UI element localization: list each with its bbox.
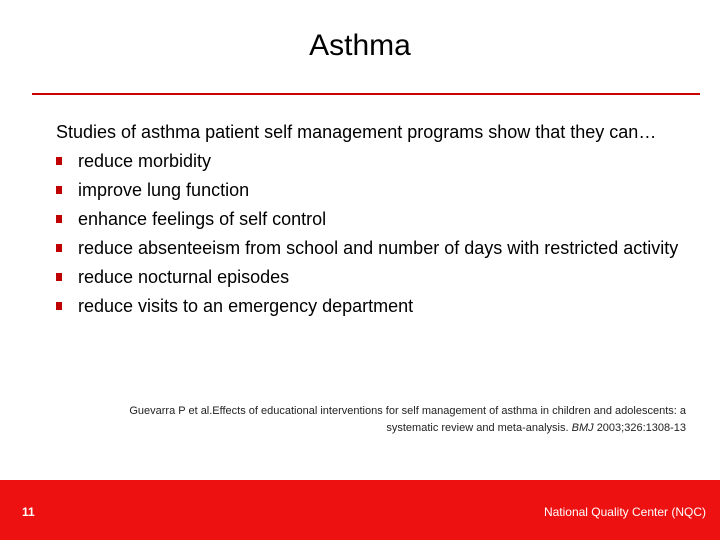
bullet-item	[56, 237, 696, 259]
footer-bar	[0, 480, 720, 540]
citation-text: Guevarra P et al.Effects of educational interventions for self management of asthma in children and adolescents: a systematic review and meta-analysis.	[129, 405, 686, 434]
bullet-item	[56, 266, 696, 288]
bullet-text: reduce absenteeism from school and number of days with restricted activity	[78, 238, 679, 258]
bullet-item	[56, 179, 696, 201]
bullet-text: reduce morbidity	[78, 151, 212, 171]
citation	[80, 403, 686, 437]
bullet-item	[56, 150, 696, 172]
square-bullet-icon	[56, 186, 62, 194]
square-bullet-icon	[56, 215, 62, 223]
bullet-text: improve lung function	[78, 180, 250, 200]
bullet-list	[56, 150, 696, 317]
citation-details: 2003;326:1308-13	[596, 422, 686, 434]
bullet-item	[56, 208, 696, 230]
square-bullet-icon	[56, 157, 62, 165]
citation-journal: BMJ	[571, 422, 594, 434]
organization-name: National Quality Center (NQC)	[543, 505, 706, 519]
bullet-text: reduce visits to an emergency department	[78, 296, 414, 316]
square-bullet-icon	[56, 273, 62, 281]
square-bullet-icon	[56, 244, 62, 252]
title-divider	[32, 93, 700, 95]
slide-title: Asthma	[309, 29, 411, 62]
slide-body	[56, 121, 696, 317]
slide-number: 11	[22, 505, 35, 519]
intro-text: Studies of asthma patient self management programs show that they can…	[56, 122, 657, 142]
square-bullet-icon	[56, 302, 62, 310]
bullet-item	[56, 295, 696, 317]
bullet-text: enhance feelings of self control	[78, 209, 327, 229]
bullet-text: reduce nocturnal episodes	[78, 267, 290, 287]
